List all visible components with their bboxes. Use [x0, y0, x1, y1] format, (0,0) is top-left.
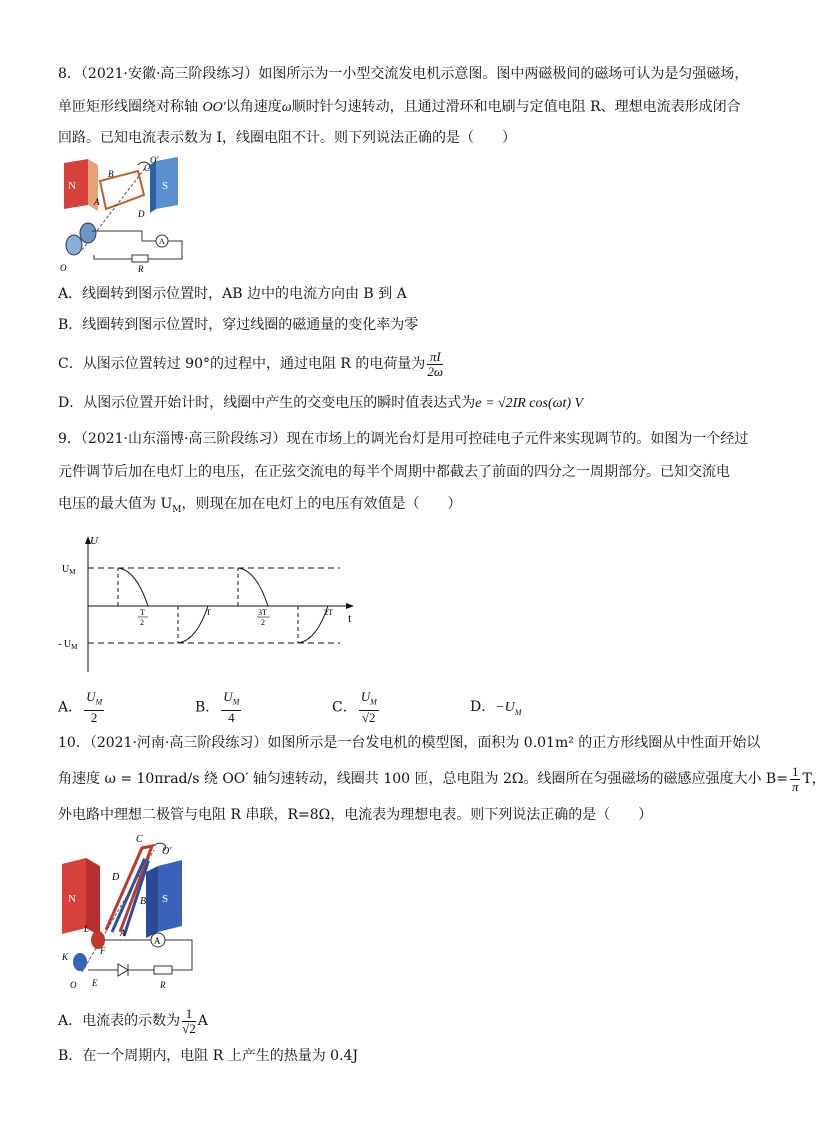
- q9-option-c: [332, 690, 381, 724]
- fraction-numerator: $U_M$: [221, 690, 241, 711]
- fraction-denominator: 4: [228, 709, 235, 725]
- q8-generator-figure: [58, 155, 198, 277]
- q8-option-d: [58, 393, 583, 414]
- q10-option-b: B．在一个周期内，电阻 R 上产生的热量为 0.4J: [58, 1048, 359, 1064]
- q9-neg-um-label: - $U_M$: [58, 639, 78, 651]
- q8-stem-text: 顺时针匀速转动，且通过滑环和电刷与定值电阻 R、理想电流表形成闭合: [291, 99, 741, 115]
- q8-option-d-text: D．从图示位置开始计时，线圈中产生的交变电压的瞬时值表达式为: [58, 395, 476, 411]
- q8-label-S: S: [162, 180, 169, 192]
- q8-option-d-formula: e = √2IR cos(ωt) V: [475, 396, 584, 411]
- q9-tick-3T-over-2: 3T: [258, 608, 267, 617]
- q10-b-fraction: [790, 765, 801, 794]
- q9-option-d: [470, 697, 521, 723]
- q8-stem-line2: [58, 97, 741, 118]
- q8-label-B: B: [108, 169, 114, 179]
- q10-label-D: D: [112, 872, 120, 883]
- option-subscript: M: [514, 707, 522, 717]
- q9-option-a-fraction: [84, 690, 104, 725]
- q8-omega-symbol: ω: [281, 100, 292, 115]
- q9-voltage-graph: [58, 532, 368, 678]
- fraction-denominator: √2: [182, 1020, 196, 1036]
- q10-stem-text: T，: [802, 771, 826, 787]
- q10-option-a-text: A．电流表的示数为: [58, 1013, 181, 1029]
- diode-icon: [118, 964, 128, 976]
- fraction-numerator: $U_M$: [359, 690, 379, 711]
- option-label: A．: [58, 699, 83, 716]
- q8-ammeter-label: A: [159, 237, 165, 246]
- q9-stem-text: 电压的最大值为 U: [58, 496, 173, 512]
- fraction-denominator: 2ω: [427, 363, 444, 379]
- fraction-denominator: 2: [90, 709, 98, 725]
- q10-option-a: [58, 1004, 208, 1038]
- fraction-numerator: 1: [791, 763, 799, 779]
- q9-tick-T-over-2-den: 2: [140, 618, 144, 627]
- q8-option-a: A．线圈转到图示位置时，AB 边中的电流方向由 B 到 A: [58, 286, 407, 302]
- fraction-numerator: $U_M$: [84, 690, 104, 711]
- q10-label-L: L: [84, 924, 90, 934]
- q9-stem-line3: [58, 494, 461, 520]
- q8-label-A: A: [94, 197, 100, 207]
- q8-option-c-text: C．从图示位置转过 90°的过程中，通过电阻 R 的电荷量为: [58, 356, 426, 372]
- q8-stem-line3: 回路。已知电流表示数为 I，线圈电阻不计。则下列说法正确的是（ ）: [58, 130, 516, 146]
- q10-stem-text: 角速度 ω = 10πrad/s 绕 OO′ 轴匀速转动，线圈共 100 匝，总电阻为 2Ω。线圈所在匀强磁场的磁感应强度大小 B=: [58, 771, 788, 787]
- q9-tick-T: T: [206, 608, 211, 617]
- q10-label-F: F: [100, 946, 106, 956]
- q10-option-a-fraction: [182, 1007, 196, 1036]
- q8-stem-line1: 8．（2021·安徽·高三阶段练习）如图所示为一小型交流发电机示意图。图中两磁极间的磁场可认为是匀强磁场，: [58, 66, 749, 82]
- fraction-numerator: 1: [182, 1007, 196, 1022]
- option-label: D．: [470, 699, 496, 715]
- q10-option-a-unit: A: [197, 1013, 208, 1029]
- q10-label-O2: O′: [162, 846, 172, 857]
- q9-tick-3T-over-2-den: 2: [261, 618, 265, 627]
- fraction-denominator: π: [791, 778, 799, 794]
- q10-generator-figure: [58, 832, 208, 994]
- q9-axis-t-label: t: [348, 611, 352, 625]
- option-label: B．: [195, 699, 220, 716]
- q8-axis-symbol: OO′: [202, 100, 226, 115]
- q10-label-B: B: [140, 896, 147, 907]
- fraction-numerator: πI: [427, 350, 443, 365]
- q10-label-O: O: [70, 980, 77, 990]
- q9-stem-line2: 元件调节后加在电灯上的电压，在正弦交流电的每半个周期中都截去了前面的四分之一周期部分。已知交流电: [58, 464, 730, 480]
- option-label: C．: [332, 699, 357, 716]
- q8-label-D: D: [138, 209, 145, 219]
- q9-tick-T-over-2: T: [140, 608, 145, 617]
- q8-label-O: O: [60, 263, 67, 273]
- option-value: −U: [495, 700, 515, 715]
- q9-option-b: [195, 690, 243, 724]
- q8-stem-text: 单匝矩形线圈绕对称轴: [58, 99, 203, 115]
- q8-option-c-fraction: [427, 350, 443, 379]
- q10-ammeter-label: A: [154, 936, 161, 946]
- q8-label-C: C: [144, 163, 151, 173]
- q8-label-O2: O′: [150, 155, 159, 165]
- q10-label-K: K: [62, 952, 69, 962]
- q9-axis-u-label: U: [90, 535, 98, 547]
- q8-option-b: B．线圈转到图示位置时，穿过线圈的磁通量的变化率为零: [58, 317, 419, 333]
- q9-option-a: [58, 690, 106, 724]
- q10-label-N: N: [68, 893, 76, 905]
- q9-subscript: M: [172, 504, 182, 515]
- q9-option-c-fraction: [359, 690, 379, 725]
- q9-tick-2T: 2T: [324, 608, 333, 617]
- q9-stem-line1: 9．（2021·山东淄博·高三阶段练习）现在市场上的调光台灯是用可控硅电子元件来实现调节的。如图为一个经过: [58, 431, 749, 447]
- q8-option-c: [58, 346, 445, 382]
- q10-stem-line3: 外电路中理想二极管与电阻 R 串联，R=8Ω，电流表为理想电表。则下列说法正确的是（ ）: [58, 807, 653, 823]
- q9-um-label: $U_M$: [62, 564, 76, 576]
- q8-label-R: R: [138, 264, 144, 274]
- fraction-denominator: √2: [361, 709, 376, 725]
- q10-label-C: C: [136, 834, 143, 845]
- q9-option-b-fraction: [221, 690, 241, 725]
- q10-stem-line2: [58, 764, 826, 794]
- q8-stem-text: 以角速度: [225, 99, 282, 115]
- q10-stem-line1: 10．（2021·河南·高三阶段练习）如图所示是一台发电机的模型图，面积为 0.01m² 的正方形线圈从中性面开始以: [58, 735, 761, 751]
- q9-stem-text: ，则现在加在电灯上的电压有效值是（ ）: [181, 496, 462, 512]
- q8-label-N: N: [68, 180, 76, 192]
- q10-label-A: A: [120, 928, 126, 938]
- q10-label-R: R: [160, 980, 166, 990]
- q10-label-E: E: [92, 978, 98, 988]
- q10-label-S: S: [162, 893, 169, 905]
